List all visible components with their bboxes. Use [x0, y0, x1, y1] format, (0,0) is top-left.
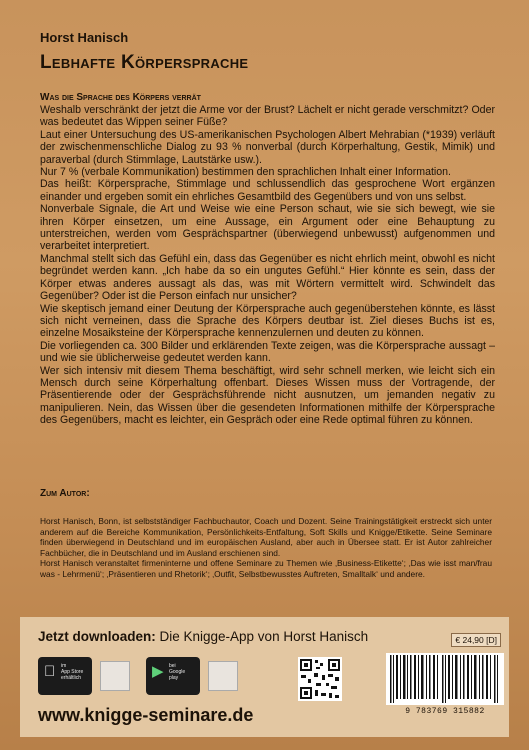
blurb-paragraph: Nur 7 % (verbale Kommunikation) bestimmen den sprachlichen Inhalt einer Information. — [40, 166, 451, 179]
blurb-paragraph: Laut einer Untersuchung des US-amerikanischen Psychologen Albert Mehrabian (*1939) verläuft der zwischenmenschliche Dialog zu 93 % nonverbal (durch Körperhaltung, Gestik, Mimik) und paraverbal (durch Stimmlage, Lautstärke usw.). — [40, 128, 495, 166]
blurb-paragraph: Die vorliegenden ca. 300 Bilder und erklärenden Texte zeigen, was die Körpersprache aussagt – und wie sie üblicherweise gedeutet werden kann. — [40, 339, 495, 365]
app-store-badge[interactable] — [38, 657, 92, 695]
section-subheading: Was die Sprache des Körpers verrät — [40, 92, 201, 103]
qr-code-icon[interactable] — [298, 657, 342, 701]
author-name: Horst Hanisch — [40, 30, 129, 45]
banner-title — [38, 629, 368, 644]
app-store-badge-text: im App Store erhältlich — [61, 663, 84, 681]
about-paragraph: Horst Hanisch veranstaltet firmeninterne und offene Seminare zu Themen wie ‚Business-Etikette‘; ‚Das wie isst man/frau was - Lehrmenü‘; ‚Präsentieren und Rhetorik‘; ‚Outfit, Selbstbewusstes Auftreten, Smalltalk‘ und andere. — [40, 558, 492, 579]
book-title: Lebhafte Körpersprache — [40, 52, 249, 73]
about-paragraph: Horst Hanisch, Bonn, ist selbstständiger Fachbuchautor, Coach und Dozent. Seine Trainingstätigkeit erstreckt sich unter anderem auf die Bereiche Kommunikation, Persönlichkeits-Entfaltung, Soft Skills und Knigge/Etikette. Seine Seminare finden überwiegend in Deutschland und im europäischen Ausland, aber auch in Übersee statt. Er ist Autor zahlreicher Fachbücher, die in Deutschland und im Ausland erschienen sind. — [40, 516, 492, 558]
banner-title-bold: Jetzt downloaden: — [38, 629, 156, 644]
app-store-qr-icon — [100, 661, 130, 691]
about-author-text — [40, 516, 492, 580]
app-download-banner — [20, 617, 509, 737]
banner-title-rest: Die Knigge-App von Horst Hanisch — [155, 629, 369, 644]
play-icon: ▶ — [152, 663, 164, 680]
isbn-number: 9 783769 315882 — [405, 707, 485, 716]
website-link[interactable]: www.knigge-seminare.de — [38, 705, 254, 725]
google-play-badge-text: bei Google play — [169, 663, 186, 681]
google-play-qr-icon — [208, 661, 238, 691]
apple-icon — [44, 664, 55, 679]
blurb-paragraph: Manchmal stellt sich das Gefühl ein, dass das Gegenüber es nicht ehrlich meint, obwohl es nicht begründet werden kann. „Ich habe da so ein ungutes Gefühl.“ Hier könnte es sein, dass der Körper etwas anderes aussagt als das, was mit Wörtern vermittelt wird. Schwindelt das Gegenüber? Oder ist die Person einfach nur unsicher? — [40, 252, 495, 303]
about-author-heading: Zum Autor: — [40, 488, 90, 499]
blurb-text — [40, 104, 495, 427]
price-label: € 24,90 [D] — [451, 633, 501, 647]
blurb-paragraph: Wer sich intensiv mit diesem Thema beschäftigt, wird sehr schnell merken, wie leicht sich ein Mensch durch seine Körperhaltung offenbart. Dieses Wissen muss der Vortragende, der Präsentierende oder der Gesprächsführende nicht ausnutzen, um jemanden negativ zu manipulieren. Nein, das Wissen über die gesendeten Informationen mithilfe der Körpersprache des Gegenübers, macht es leichter, ein Gespräch oder eine Rede optimal führen zu können. — [40, 364, 495, 427]
blurb-paragraph: Weshalb verschränkt der jetzt die Arme vor der Brust? Lächelt er nicht gerade verschmitzt? Oder was bedeutet das Wippen seiner Füße? — [40, 104, 495, 129]
blurb-paragraph: Das heißt: Körpersprache, Stimmlage und schlussendlich das gesprochene Wort ergänzen einander und ergeben somit ein ehrliches Gesamtbild des Gegenübers und von uns selbst. — [40, 178, 495, 203]
blurb-paragraph: Wie skeptisch jemand einer Deutung der Körpersprache auch gegenüberstehen könnte, es lässt sich nicht verneinen, dass die Sprache des Körpers deutbar ist. Ziel dieses Buchs ist es, einzelne Mosaiksteine der Körpersprache kennenzulernen und deuten zu können. — [40, 302, 495, 340]
blurb-paragraph: Nonverbale Signale, die Art und Weise wie eine Person schaut, wie sie sich bewegt, wie sie ihren Körper einsetzen, um eine Aussage, ein Argument oder eine Behauptung zu unterstreichen, werden vom Gesprächspartner (überwiegend unbewusst) aufgenommen und verarbeitet interpretiert. — [40, 203, 495, 253]
barcode-icon — [386, 653, 504, 705]
google-play-badge[interactable] — [146, 657, 200, 695]
